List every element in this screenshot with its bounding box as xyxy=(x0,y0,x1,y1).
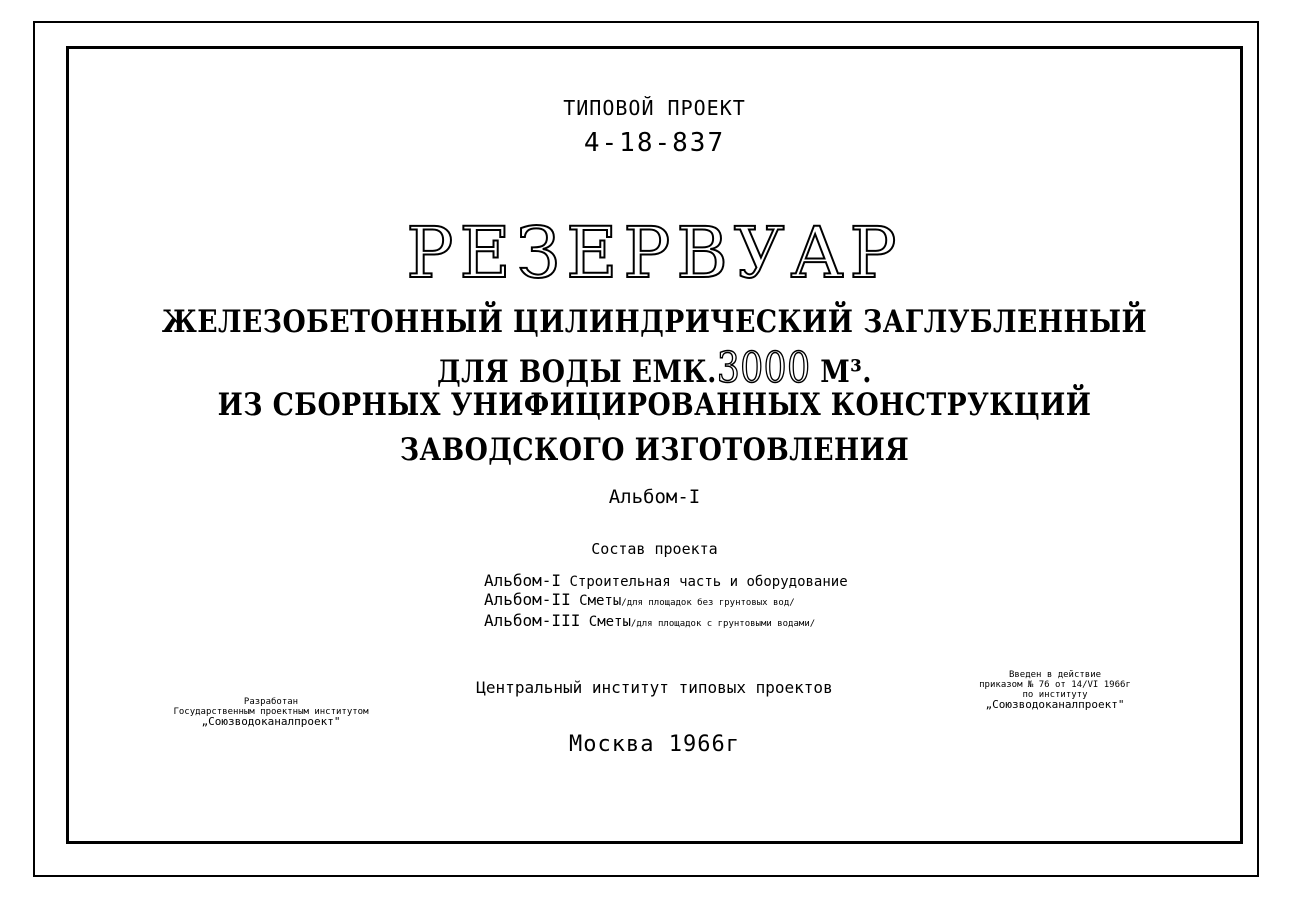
developer-block xyxy=(146,697,396,727)
album-note: /для площадок без грунтовых вод/ xyxy=(621,598,795,608)
approval-block xyxy=(940,670,1170,710)
approval-line-3: по институту xyxy=(1022,690,1088,700)
project-number: 4-18-837 xyxy=(583,128,726,158)
subtitle-line-2 xyxy=(148,343,1160,392)
subtitle-line-1: ЖЕЛЕЗОБЕТОННЫЙ ЦИЛИНДРИЧЕСКИЙ ЗАГЛУБЛЕННЫЙ xyxy=(161,304,1148,340)
list-item xyxy=(484,591,848,612)
capacity-prefix: ДЛЯ ВОДЫ ЕМК. xyxy=(437,354,717,390)
album-note: /для площадок с грунтовыми водами/ xyxy=(630,619,816,629)
list-item xyxy=(484,572,848,591)
main-title: РЕЗЕРВУАР xyxy=(406,212,903,294)
capacity-unit: М³. xyxy=(820,354,872,390)
approval-line-1: Введен в действие xyxy=(1008,670,1102,680)
album-desc: Строительная часть и оборудование xyxy=(569,574,848,590)
album-desc: Сметы xyxy=(579,593,622,609)
subtitle-line-4: ЗАВОДСКОГО ИЗГОТОВЛЕНИЯ xyxy=(399,432,910,468)
album-label: Альбом-I xyxy=(608,486,701,508)
capacity-number: 3000 xyxy=(716,343,811,392)
list-item xyxy=(484,612,848,633)
publisher-institute: Центральный институт типовых проектов xyxy=(476,678,833,697)
developer-org: „Союзводоканалпроект" xyxy=(201,715,341,728)
approval-line-2: приказом № 76 от 14/VI 1966г xyxy=(979,680,1131,690)
project-label: ТИПОВОЙ ПРОЕКТ xyxy=(563,96,746,120)
approval-org: „Союзводоканалпроект" xyxy=(985,698,1125,711)
album-desc: Сметы xyxy=(588,614,631,630)
album-name: Альбом-III xyxy=(484,611,581,630)
composition-title: Состав проекта xyxy=(591,540,718,558)
album-name: Альбом-I xyxy=(484,571,562,590)
composition-list xyxy=(484,572,848,633)
subtitle-line-3: ИЗ СБОРНЫХ УНИФИЦИРОВАННЫХ КОНСТРУКЦИЙ xyxy=(217,387,1092,423)
developer-line-2: Государственным проектным институтом xyxy=(173,707,369,717)
developer-line-1: Разработан xyxy=(243,697,299,707)
city-year: Москва 1966г xyxy=(569,732,740,757)
album-name: Альбом-II xyxy=(484,590,571,609)
